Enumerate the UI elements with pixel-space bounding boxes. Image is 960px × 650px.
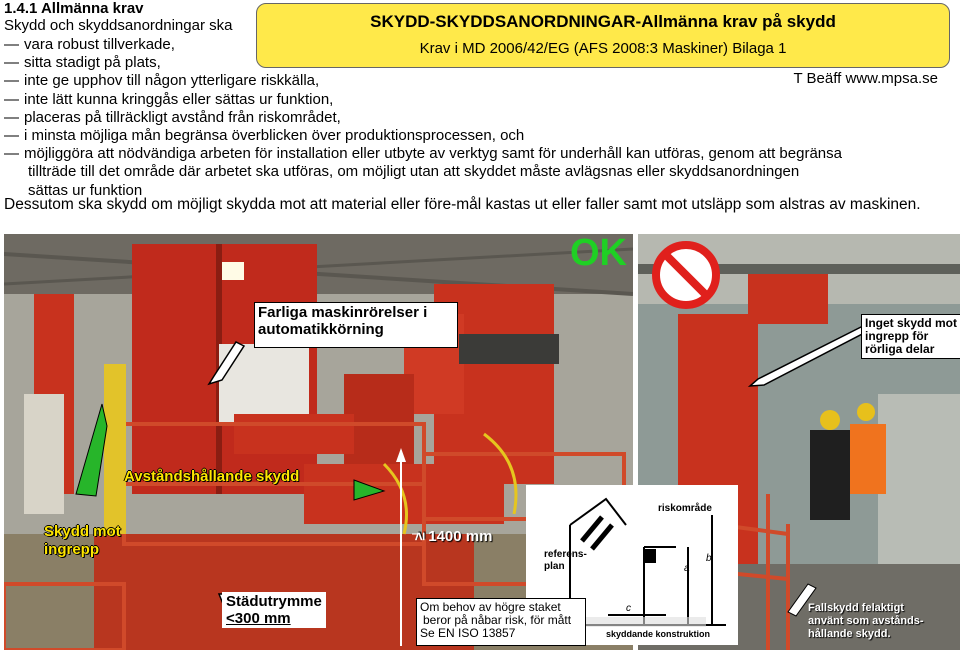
caption-standard: Om behov av högre staket beror på nåbar risk, för mått Se EN ISO 13857 [416,598,586,646]
author-credit: T Beäff www.mpsa.se [793,70,938,87]
diagram-label-risk: riskområde [658,503,712,514]
header-title: SKYDD-SKYDDSANORDNINGAR-Allmänna krav på skydd [370,12,836,31]
label-fall-guard: Fallskydd felaktigt använt som avstånds-hållande skydd. [808,602,924,640]
callout-dangerous-motion: Farliga maskinrörelser i automatikkörning [254,302,458,348]
list-item-continuation: tillträde till det område där arbetet ska utföras, om möjligt utan att skyddet måste avlägsnas eller skyddsanordningen [28,163,800,181]
section-intro: Skydd och skyddsanordningar ska [4,17,233,34]
section-number: 1.4.1 Allmänna krav [4,0,144,17]
diagram-label-a: a [684,563,690,574]
list-item: — vara robust tillverkade, [4,36,175,53]
list-item: — i minsta möjliga mån begränsa överblicken över produktionsprocessen, och [4,127,525,145]
hardhat-icon [820,410,840,430]
no-entry-sign-icon [651,240,721,315]
measure-symbol: ≥ [411,532,429,541]
closing-paragraph: Dessutom ska skydd om möjligt skydda mot att material eller före-mål kastas ut eller faller samt mot utsläpp som alstras av maskinen. [4,196,921,213]
list-item: — placeras på tillräckligt avstånd från riskområdet, [4,108,341,126]
diagram-label-structure: skyddande konstruktion [606,629,711,639]
measure-height: ≥1400 mm [411,528,493,545]
label-distance-guard: Avståndshållande skydd [124,468,300,485]
header-box [256,3,950,68]
list-item: — sitta stadigt på plats, [4,54,161,72]
diagram-label-b: b [706,553,712,564]
list-item: — inte lätt kunna kringgås eller sättas ur funktion, [4,90,334,108]
callout-no-guard: Inget skydd mot ingrepp för rörliga delar [861,314,960,359]
worker-figure [850,424,886,494]
list-item: — möjliggöra att nödvändiga arbeten för installation eller utbyte av verktyg samt för underhåll kan utföras, genom att begränsa [4,145,842,163]
label-cleaning-space: Städutrymme <300 mm [222,592,326,628]
ok-label: OK [570,232,627,274]
label-ingress-guard: Skydd mot ingrepp [44,523,121,558]
list-item-continuation: sättas ur funktion [28,181,143,199]
hardhat-icon [857,403,875,421]
diagram-label-reference: referens-plan [544,549,587,572]
diagram-label-c: c [626,603,631,614]
worker-figure [810,430,850,520]
list-item: — inte ge upphov till någon ytterligare riskkälla, [4,72,320,90]
header-subtitle: Krav i MD 2006/42/EG (AFS 2008:3 Maskiner) Bilaga 1 [419,40,787,57]
